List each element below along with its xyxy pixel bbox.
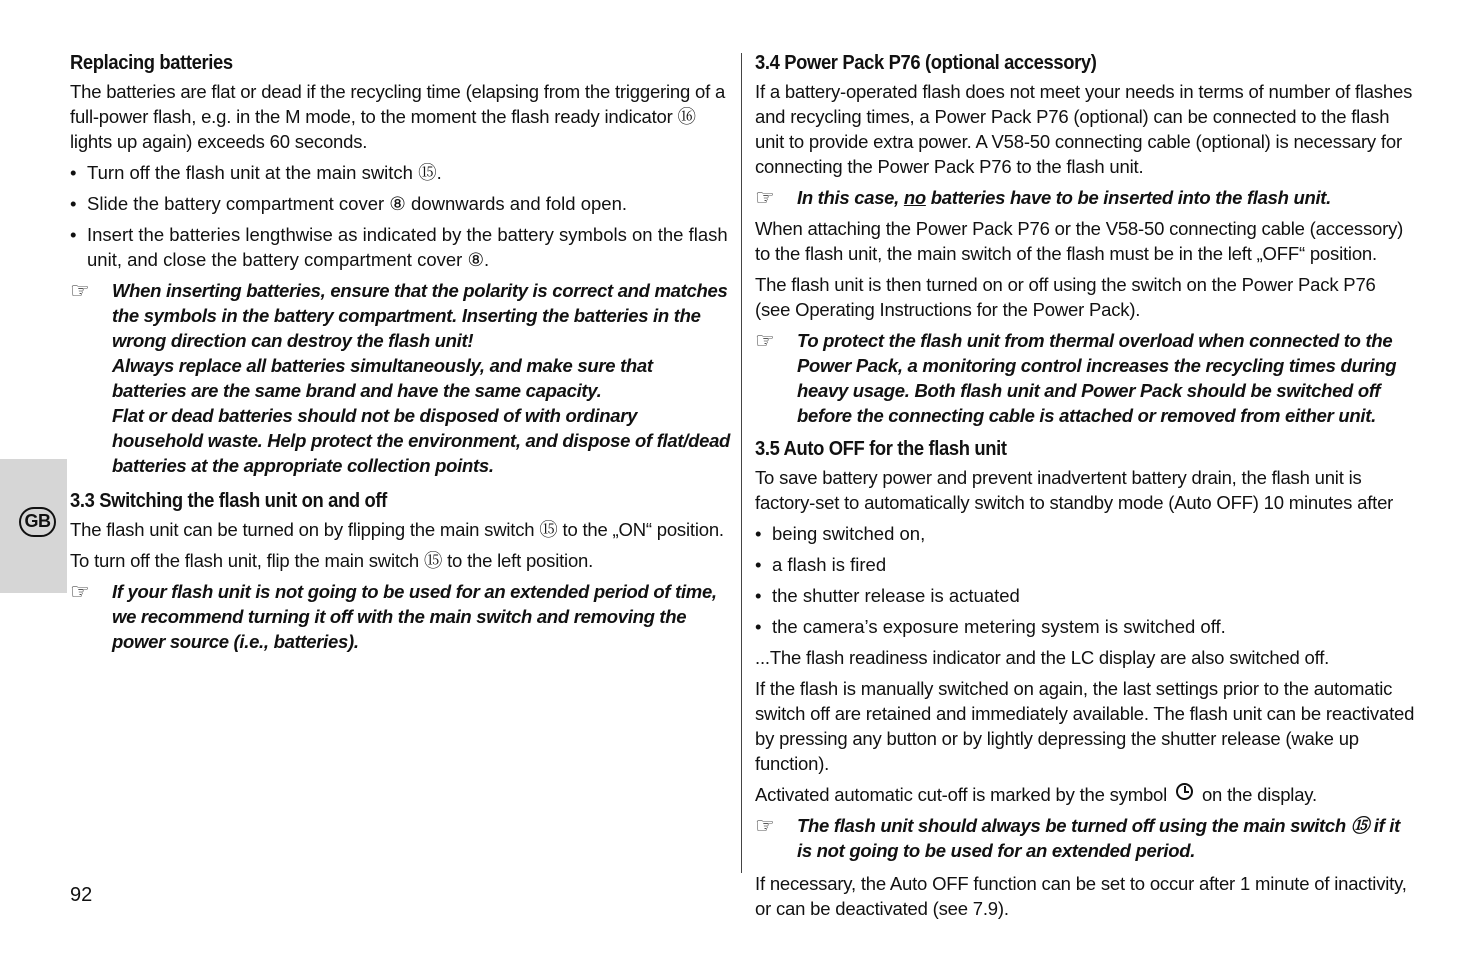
paragraph: ...The flash readiness indicator and the LC display are also switched off.: [755, 647, 1330, 668]
note-text: Flat or dead batteries should not be disposed of with ordinary household waste. Help protect the environment, and dispose of flat/dead batteries at the appropriate collection points.: [112, 405, 731, 476]
pointing-hand-icon: ☞: [755, 813, 775, 838]
heading-switching: 3.3 Switching the flash unit on and off: [70, 490, 387, 512]
note-block: [755, 185, 1415, 210]
paragraph: To save battery power and prevent inadvertent battery drain, the flash unit is factory-set to automatically switch to standby mode (Auto OFF) 10 minutes after: [755, 467, 1394, 513]
pointing-hand-icon: ☞: [70, 278, 90, 303]
heading-replacing-batteries: Replacing batteries: [70, 52, 233, 74]
column-divider: [741, 53, 742, 873]
clock-icon: [1176, 783, 1193, 800]
paragraph: If a battery-operated flash does not meet your needs in terms of number of flashes and recycling times, a Power Pack P76 (optional) can be connected to the flash unit to provide extra power. A V58-50 connecting cable (optional) is necessary for connecting the Power Pack P76 to the flash unit.: [755, 81, 1413, 177]
note-block: [755, 813, 1415, 863]
heading-auto-off: 3.5 Auto OFF for the flash unit: [755, 438, 1007, 460]
bullet-item: • Insert the batteries lengthwise as indicated by the battery symbols on the flash unit, and close the battery compartment cover ⑧.: [70, 224, 728, 270]
bullet-item: • being switched on,: [755, 523, 926, 544]
note-block: [70, 579, 732, 654]
note-text: The flash unit should always be turned off using the main switch ⑮ if it is not going to be used for an extended period.: [797, 815, 1401, 861]
paragraph: To turn off the flash unit, flip the main switch ⑮ to the left position.: [70, 550, 594, 571]
note-text: When inserting batteries, ensure that the polarity is correct and matches the symbols in the battery compartment. Inserting the batteries in the wrong direction can destroy the flash unit!: [112, 280, 728, 351]
left-column: [70, 52, 732, 660]
paragraph: The flash unit can be turned on by flipping the main switch ⑮ to the „ON“ position.: [70, 519, 724, 540]
bullet-item: • Slide the battery compartment cover ⑧ downwards and fold open.: [70, 193, 628, 214]
section-switching: [70, 490, 732, 654]
note-block: [755, 328, 1415, 428]
pointing-hand-icon: ☞: [755, 185, 775, 210]
note-text: To protect the flash unit from thermal overload when connected to the Power Pack, a monitoring control increases the recycling times during heavy usage. Both flash unit and Power Pack should be switched off before the connecting cable is attached or removed from either unit.: [797, 330, 1397, 426]
note-text: If your flash unit is not going to be used for an extended period of time, we recommend turning it off with the main switch and removing the power source (i.e., batteries).: [112, 581, 717, 652]
paragraph: The batteries are flat or dead if the recycling time (elapsing from the triggering of a full-power flash, e.g. in the M mode, to the moment the flash ready indicator ⑯ lights up again) exceeds 60 seconds.: [70, 81, 726, 152]
bullet-item: • the camera’s exposure metering system is switched off.: [755, 616, 1226, 637]
right-column: [755, 52, 1415, 927]
pointing-hand-icon: ☞: [70, 579, 90, 604]
note-text: In this case, no batteries have to be inserted into the flash unit.: [797, 187, 1332, 208]
note-block: [70, 278, 732, 478]
bullet-item: • the shutter release is actuated: [755, 585, 1020, 606]
bullet-item: • a flash is fired: [755, 554, 887, 575]
paragraph: When attaching the Power Pack P76 or the V58-50 connecting cable (accessory) to the flash unit, the main switch of the flash must be in the left „OFF“ position.: [755, 218, 1404, 264]
section-power-pack: [755, 52, 1415, 428]
paragraph: Activated automatic cut-off is marked by the symbol on the display.: [755, 784, 1317, 805]
section-auto-off: [755, 438, 1415, 921]
language-badge: GB: [19, 507, 56, 537]
note-text: Always replace all batteries simultaneously, and make sure that batteries are the same brand and have the same capacity.: [112, 355, 653, 401]
pointing-hand-icon: ☞: [755, 328, 775, 353]
page-number: 92: [70, 884, 93, 906]
section-replacing-batteries: [70, 52, 732, 478]
heading-power-pack: 3.4 Power Pack P76 (optional accessory): [755, 52, 1097, 74]
paragraph: If the flash is manually switched on again, the last settings prior to the automatic switch off are retained and immediately available. The flash unit can be reactivated by pressing any button or by lightly depressing the shutter release (wake up function).: [755, 678, 1415, 774]
bullet-item: • Turn off the flash unit at the main switch ⑮.: [70, 162, 442, 183]
paragraph: If necessary, the Auto OFF function can be set to occur after 1 minute of inactivity, or can be deactivated (see 7.9).: [755, 873, 1407, 919]
paragraph: The flash unit is then turned on or off using the switch on the Power Pack P76 (see Operating Instructions for the Power Pack).: [755, 274, 1376, 320]
